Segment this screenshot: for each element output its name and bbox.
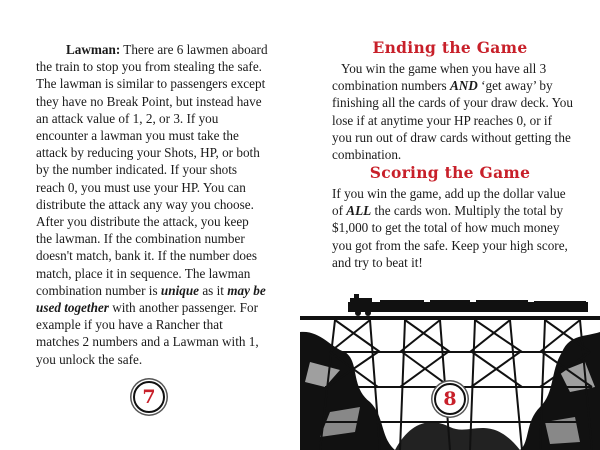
scoring-text-1: If you win the game, add up the dollar value of xyxy=(332,186,566,219)
scoring-text-2: the cards won. Multiply the total by $1,000 to get the total of how much money you got from the safe. Keep your high score, and try to beat it! xyxy=(332,203,568,270)
page-number-8: 8 xyxy=(434,383,466,415)
used-together-emphasis: may be used together xyxy=(36,282,266,316)
unique-emphasis: unique xyxy=(160,282,200,298)
scoring-heading: Scoring the Game xyxy=(369,163,531,182)
and-emphasis: AND xyxy=(449,78,478,94)
lawman-text-2: as it xyxy=(202,282,224,298)
ending-text-2: ‘get away’ by finishing all the cards of your draw deck. You lose if at anytime your HP reaches 0, or if you run out of draw cards without getting the combination. xyxy=(332,78,573,163)
train-trestle-illustration xyxy=(300,292,600,450)
lawman-text-1: There are 6 lawmen aboard the train to stop you from stealing the safe. The lawman is similar to passengers except they have no Break Point, but instead have an attack value of 1, 2, or 3. If you encounter a lawman you must take the attack by reducing your Shots, HP, or both by the number indicated. If your shots reach 0, you must use your HP. You can distribute the attack any way you choose. After you distribute the attack, you keep the lawman. If the combination number doesn't match, bank it. If the number does match, place it in sequence. The lawman combination number is xyxy=(36,42,268,298)
ending-heading: Ending the Game xyxy=(372,38,528,57)
ending-text-1: You win the game when you have all 3 combination numbers xyxy=(332,61,547,94)
scoring-paragraph xyxy=(332,185,574,271)
all-emphasis: ALL xyxy=(346,203,372,219)
lawman-paragraph xyxy=(36,41,268,368)
page-number-7: 7 xyxy=(133,381,165,413)
lawman-label: Lawman: xyxy=(66,42,121,57)
lawman-text-3: with another passenger. For example if you have a Rancher that matches 2 numbers and a Lawman with 1, you unlock the safe. xyxy=(36,300,259,367)
ending-paragraph xyxy=(332,60,574,163)
right-page xyxy=(300,0,600,450)
